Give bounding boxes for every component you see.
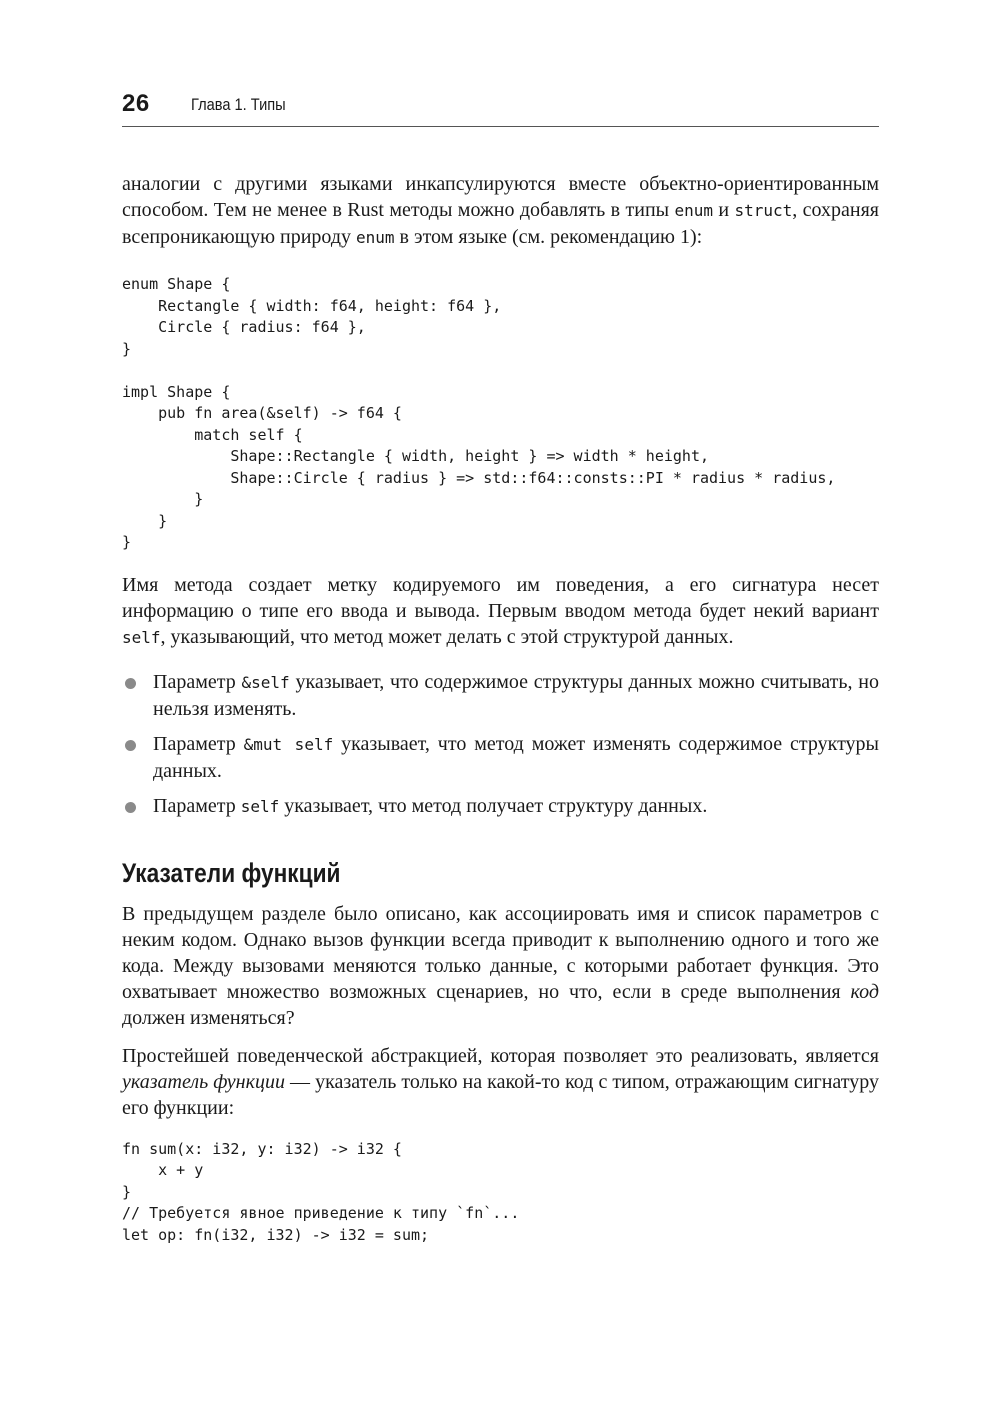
text-run: Имя метода создает метку кодируемого им поведения, а его сигнатура несет информацию о типе его ввода и вывода. Первым вводом метода будет некий вариант bbox=[122, 573, 879, 622]
text-run: Простейшей поведенческой абстракцией, которая позволяет это реализовать, является bbox=[122, 1044, 879, 1067]
bullet-item bbox=[122, 731, 879, 784]
bullet-item bbox=[122, 793, 879, 820]
inline-code: enum bbox=[356, 228, 395, 247]
text-run: аналогии с другими языками инкапсулируются вместе объектно-ориентированным способом. Тем не менее в Rust методы можно добавлять в типы bbox=[122, 173, 879, 221]
bullet-item bbox=[122, 669, 879, 722]
inline-code: &self bbox=[241, 672, 290, 692]
text-run: , сохраняя всепроникающую природу bbox=[122, 199, 880, 248]
page-header bbox=[122, 88, 879, 127]
running-head: Глава 1. Типы bbox=[191, 95, 286, 114]
bullet-icon bbox=[125, 740, 136, 751]
emphasis: указатель функции bbox=[122, 1070, 285, 1093]
inline-code: self bbox=[122, 627, 161, 647]
inline-code: self bbox=[240, 796, 280, 816]
text-run: Параметр bbox=[153, 732, 244, 755]
page-body bbox=[122, 171, 879, 1246]
page-number: 26 bbox=[122, 90, 150, 117]
section-heading: Указатели функций bbox=[122, 857, 341, 888]
text-run: указывает, что метод получает структуру данных. bbox=[279, 794, 708, 817]
bullet-icon bbox=[125, 678, 136, 689]
text-run: — указатель только на какой-то код с типом, отражающим сигнатуру его функции: bbox=[122, 1070, 879, 1119]
text-run: и bbox=[713, 199, 735, 221]
bullet-icon bbox=[125, 802, 136, 813]
inline-code: enum bbox=[674, 201, 713, 220]
emphasis: код bbox=[850, 980, 879, 1003]
inline-code: struct bbox=[734, 201, 793, 220]
code-block-fn-pointer: fn sum(x: i32, y: i32) -> i32 { x + y } // Требуется явное приведение к типу `fn`... let op: fn(i32, i32) -> i32 = sum; bbox=[122, 1139, 520, 1244]
text-run: должен изменяться? bbox=[122, 1006, 295, 1029]
intro-paragraph bbox=[122, 171, 879, 251]
inline-code: &mut self bbox=[243, 734, 334, 754]
text-run: указывает, что содержимое структуры данных можно считывать, но нельзя изменять. bbox=[153, 670, 879, 720]
paragraph-function-pointer-definition bbox=[122, 1043, 879, 1121]
text-run: , указывающий, что метод может делать с этой структурой данных. bbox=[160, 625, 734, 648]
text-run: указывает, что метод может изменять содержимое структуры данных. bbox=[153, 732, 879, 782]
paragraph-function-pointers-intro bbox=[122, 901, 879, 1031]
code-block-shape-enum: enum Shape { Rectangle { width: f64, height: f64 }, Circle { radius: f64 }, } impl Shape { pub fn area(&self) -> f64 { match self { Shape::Rectangle { width, height } => width * height, Shape::Circle { radius } => std::f64::consts::PI * radius * radius, } } } bbox=[122, 275, 836, 551]
parameter-bullet-list bbox=[122, 669, 879, 820]
text-run: В предыдущем разделе было описано, как ассоциировать имя и список параметров с неким кодом. Однако вызов функции всегда приводит к выполнению одного и того же кода. Между вызовами меняются только данные, с которыми работает функция. Это охватывает множество возможных сценариев, но что, если в среде выполнения bbox=[122, 902, 879, 1003]
text-run: Параметр bbox=[153, 794, 241, 817]
text-run: в этом языке (см. рекомендацию 1): bbox=[394, 226, 703, 248]
method-paragraph bbox=[122, 572, 879, 651]
text-run: Параметр bbox=[153, 670, 242, 693]
